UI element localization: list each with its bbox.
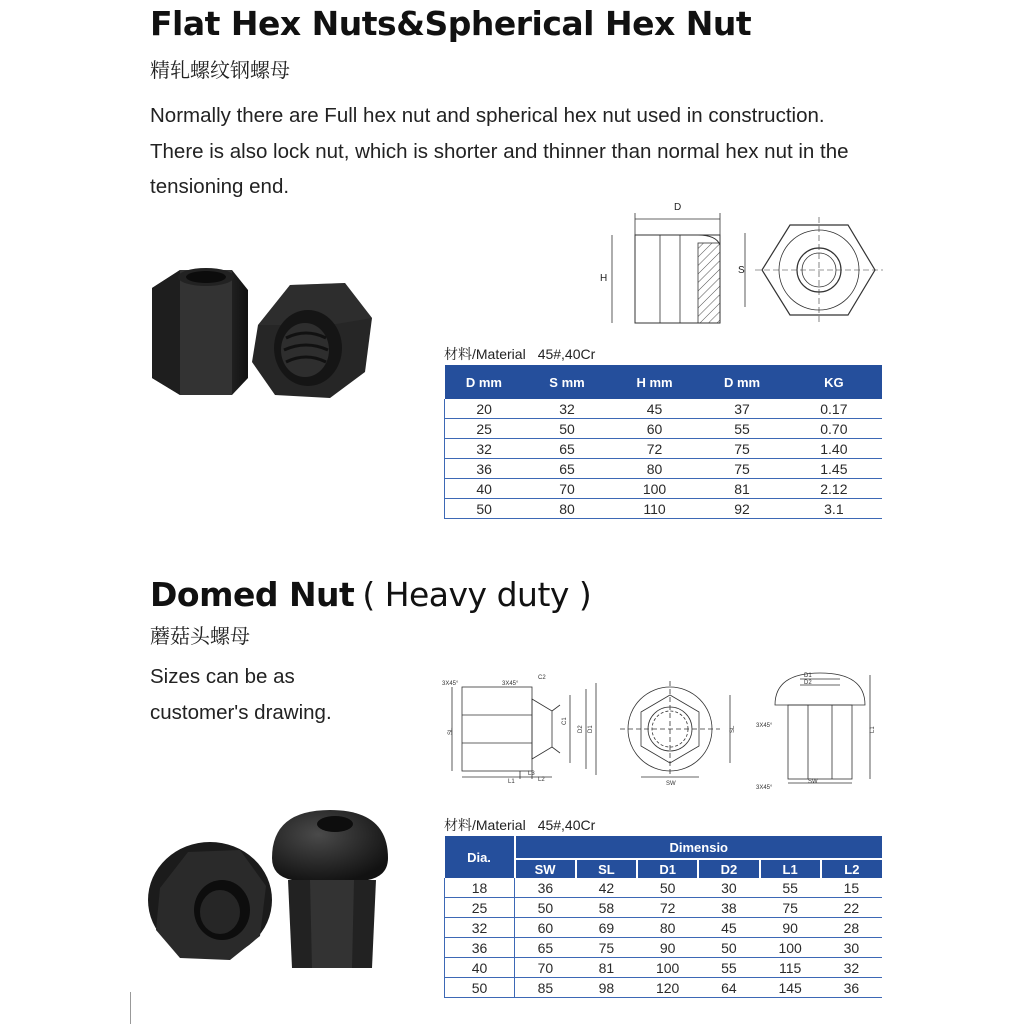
domed-nuts-photo	[140, 800, 400, 970]
dim-chamfer-label: 3X45°	[502, 681, 519, 687]
dim-l2-label: L2	[538, 777, 545, 783]
table-cell: 80	[637, 918, 698, 938]
table-cell: 81	[576, 958, 637, 978]
table-cell: 120	[637, 978, 698, 998]
hex-nut-drawing	[590, 195, 890, 345]
table-cell: 65	[523, 459, 611, 479]
description-line: There is also lock nut, which is shorter and thinner than normal hex nut in the	[150, 139, 849, 163]
table-cell: 36	[445, 938, 515, 958]
table-cell: 15	[821, 878, 882, 898]
table-cell: 50	[637, 878, 698, 898]
table-cell: 32	[445, 439, 524, 459]
description-line: customer's drawing.	[150, 700, 332, 724]
table-cell: 70	[515, 958, 576, 978]
section1-title: Flat Hex Nuts&Spherical Hex Nut	[150, 4, 752, 43]
table-cell: 110	[611, 499, 699, 519]
table-row	[445, 479, 883, 499]
table-row	[445, 399, 883, 419]
table-cell: 36	[445, 459, 524, 479]
table-cell: 58	[576, 898, 637, 918]
table-cell: 22	[821, 898, 882, 918]
column-header: D2	[698, 859, 759, 878]
column-header: SL	[576, 859, 637, 878]
dim-sw-label: SW	[666, 781, 676, 787]
domed-nut-drawing	[440, 665, 890, 795]
column-header: D1	[637, 859, 698, 878]
column-group-header: Dimensio	[515, 836, 883, 859]
table-cell: 92	[698, 499, 786, 519]
dim-sl-label: SL	[730, 725, 736, 733]
table-cell: 32	[445, 918, 515, 938]
section2-title-main: Domed Nut	[150, 575, 355, 614]
table-row	[445, 459, 883, 479]
dim-s-label: S	[738, 265, 745, 276]
dim-d1-label: D1	[804, 673, 812, 679]
table-row	[445, 898, 883, 918]
material-label: 材料/Material	[444, 346, 526, 362]
table-cell: 32	[821, 958, 882, 978]
table-cell: 115	[760, 958, 821, 978]
table-row	[445, 439, 883, 459]
table-cell: 50	[445, 978, 515, 998]
table-cell: 69	[576, 918, 637, 938]
table-cell: 36	[821, 978, 882, 998]
table-cell: 1.45	[786, 459, 882, 479]
section1-subtitle: 精轧螺纹钢螺母	[150, 58, 290, 82]
table-cell: 55	[760, 878, 821, 898]
table-cell: 55	[698, 958, 759, 978]
table-cell: 50	[515, 898, 576, 918]
table-header-row	[445, 365, 883, 399]
table-row	[445, 978, 883, 998]
dim-chamfer-label: 3X45°	[756, 785, 773, 791]
table-cell: 1.40	[786, 439, 882, 459]
column-header: D mm	[698, 365, 786, 399]
table-cell: 100	[760, 938, 821, 958]
table-cell: 70	[523, 479, 611, 499]
table-cell: 64	[698, 978, 759, 998]
section2-subtitle: 蘑菇头螺母	[150, 624, 250, 648]
hex-nuts-photo	[140, 250, 390, 410]
description-line: Normally there are Full hex nut and spherical hex nut used in construction.	[150, 104, 825, 127]
table-cell: 50	[523, 419, 611, 439]
table-cell: 40	[445, 479, 524, 499]
column-header: H mm	[611, 365, 699, 399]
dim-d2-label: D2	[804, 680, 812, 686]
table-cell: 25	[445, 419, 524, 439]
dim-l1-label: L1	[508, 779, 515, 785]
table-cell: 32	[523, 399, 611, 419]
table-row	[445, 419, 883, 439]
material-label: 材料/Material	[444, 817, 526, 833]
table-cell: 72	[637, 898, 698, 918]
section1-description	[150, 98, 849, 205]
table-cell: 55	[698, 419, 786, 439]
table-cell: 85	[515, 978, 576, 998]
dim-d2-label: D2	[578, 725, 584, 733]
description-line: Sizes can be as	[150, 665, 295, 688]
dim-c1-label: C1	[562, 717, 568, 725]
table-cell: 81	[698, 479, 786, 499]
column-header: D mm	[445, 365, 524, 399]
column-header: L2	[821, 859, 882, 878]
table-cell: 50	[445, 499, 524, 519]
table-cell: 28	[821, 918, 882, 938]
column-header-dia: Dia.	[445, 836, 515, 878]
table-row	[445, 499, 883, 519]
dim-sw-label: SW	[808, 779, 818, 785]
table-cell: 2.12	[786, 479, 882, 499]
table-cell: 20	[445, 399, 524, 419]
domed-nut-spec-table	[444, 836, 882, 998]
table-cell: 98	[576, 978, 637, 998]
table-cell: 18	[445, 878, 515, 898]
table-cell: 42	[576, 878, 637, 898]
table-cell: 100	[637, 958, 698, 978]
dim-d-label: D	[674, 202, 682, 213]
dim-chamfer-label: 3X45°	[756, 723, 773, 729]
table-cell: 0.70	[786, 419, 882, 439]
table-cell: 40	[445, 958, 515, 978]
table-cell: 75	[698, 459, 786, 479]
table-cell: 75	[760, 898, 821, 918]
table-cell: 90	[760, 918, 821, 938]
table-cell: 65	[515, 938, 576, 958]
table-cell: 65	[523, 439, 611, 459]
dim-chamfer-label: 3X45°	[442, 681, 459, 687]
dim-h-label: H	[600, 273, 608, 284]
table-cell: 145	[760, 978, 821, 998]
section2-title	[150, 575, 591, 614]
dim-l1-label: L1	[870, 726, 876, 733]
table-row	[445, 958, 883, 978]
table-cell: 72	[611, 439, 699, 459]
column-header: SW	[515, 859, 576, 878]
description-line: tensioning end.	[150, 175, 290, 198]
column-header: KG	[786, 365, 882, 399]
dim-d1-label: D1	[588, 725, 594, 733]
table-cell: 38	[698, 898, 759, 918]
table-cell: 45	[611, 399, 699, 419]
table-cell: 45	[698, 918, 759, 938]
table-cell: 30	[821, 938, 882, 958]
section1-material	[444, 344, 595, 364]
page-edge-divider	[130, 992, 131, 1024]
table-cell: 100	[611, 479, 699, 499]
column-header: L1	[760, 859, 821, 878]
table-cell: 36	[515, 878, 576, 898]
material-value: 45#,40Cr	[537, 346, 596, 362]
column-header: S mm	[523, 365, 611, 399]
material-value: 45#,40Cr	[537, 817, 596, 833]
table-cell: 80	[611, 459, 699, 479]
table-cell: 60	[611, 419, 699, 439]
table-cell: 75	[576, 938, 637, 958]
table-cell: 60	[515, 918, 576, 938]
dim-c2-label: C2	[538, 675, 546, 681]
table-cell: 75	[698, 439, 786, 459]
table-cell: 30	[698, 878, 759, 898]
table-cell: 3.1	[786, 499, 882, 519]
section2-material	[444, 815, 595, 835]
table-cell: 80	[523, 499, 611, 519]
table-cell: 50	[698, 938, 759, 958]
table-cell: 37	[698, 399, 786, 419]
section2-description	[150, 659, 332, 730]
table-row	[445, 878, 883, 898]
dim-sl-label: SL	[448, 727, 454, 735]
table-cell: 25	[445, 898, 515, 918]
dim-l3-label: L3	[528, 771, 535, 777]
table-row	[445, 918, 883, 938]
table-cell: 0.17	[786, 399, 882, 419]
hex-nut-spec-table	[444, 365, 882, 519]
table-row	[445, 938, 883, 958]
section2-title-suffix: ( Heavy duty )	[362, 575, 592, 614]
table-cell: 90	[637, 938, 698, 958]
table-header-row	[445, 836, 883, 859]
